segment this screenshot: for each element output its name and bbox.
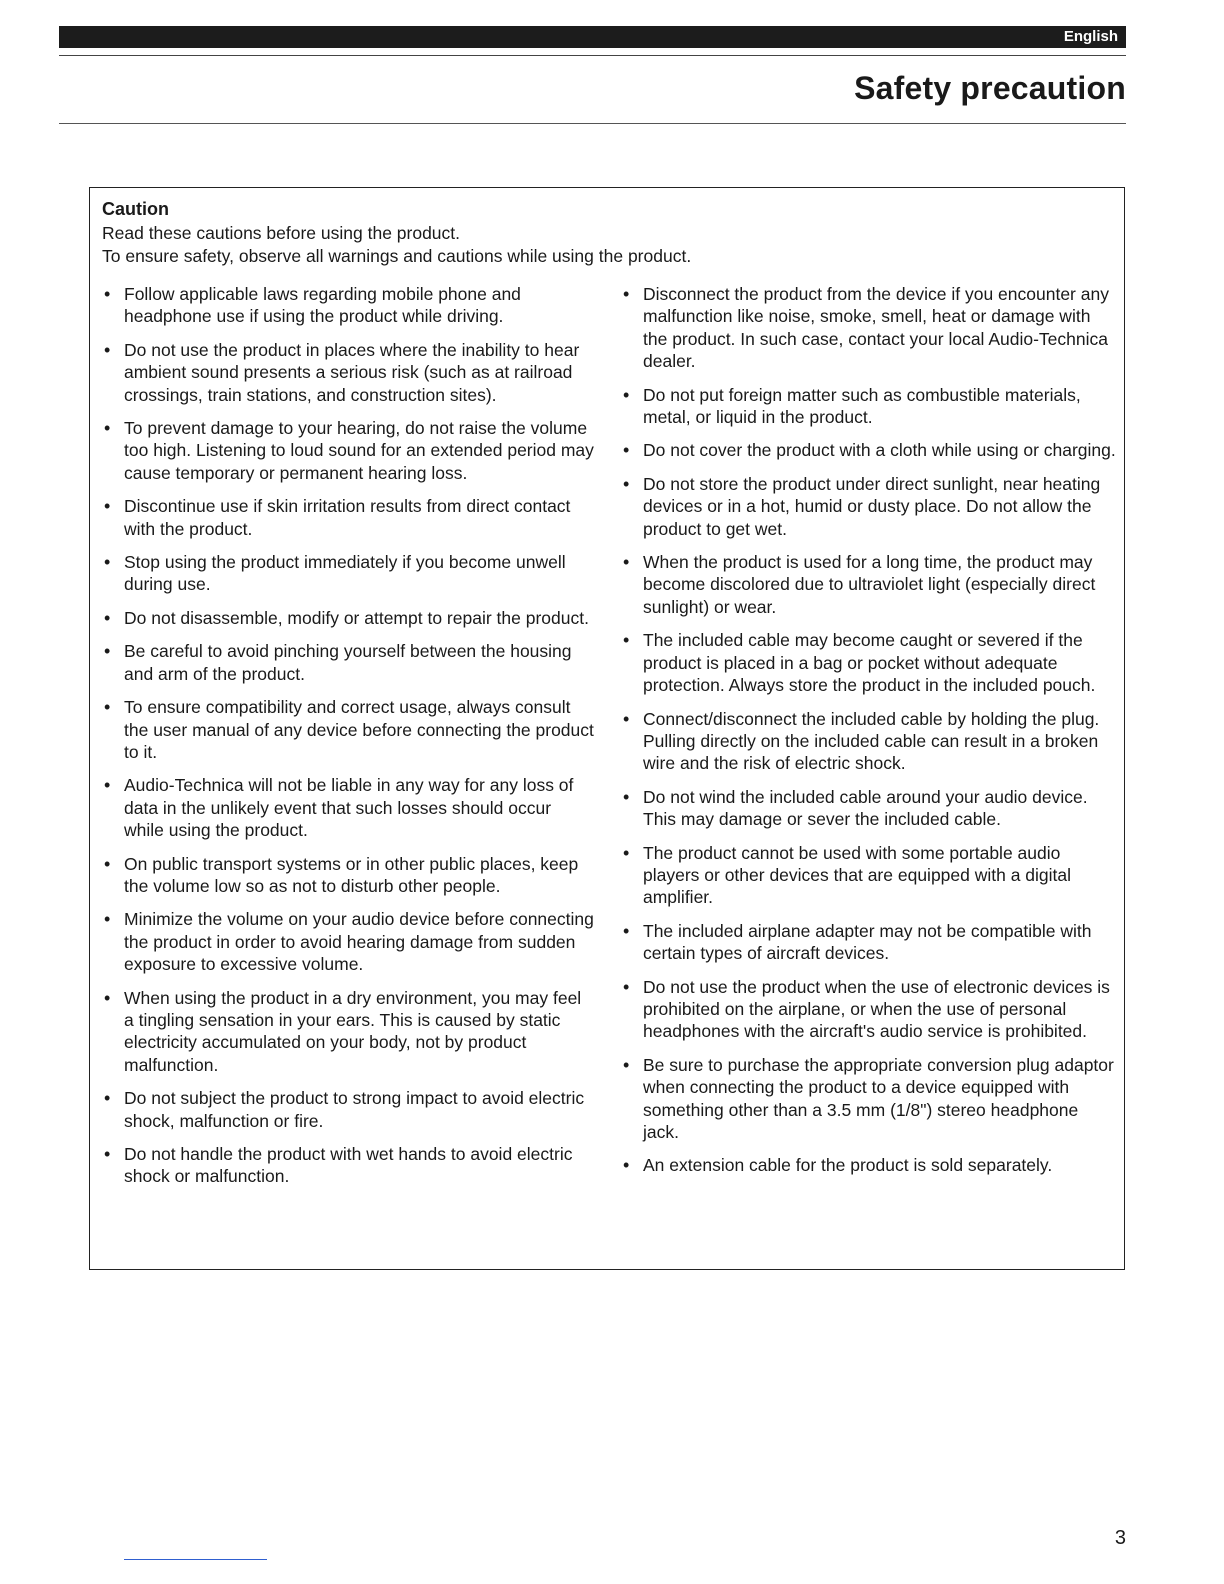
caution-list-left [102, 283, 594, 1199]
caution-box [89, 187, 1125, 1270]
caution-item: • Be sure to purchase the appropriate conversion plug adaptor when connecting the product to a device equipped with something other than a 3.5 mm (1/8") stereo headphone jack. [621, 1054, 1116, 1144]
caution-item: • Do not subject the product to strong impact to avoid electric shock, malfunction or fire. [102, 1087, 594, 1132]
caution-item: • Follow applicable laws regarding mobile phone and headphone use if using the product while driving. [102, 283, 594, 328]
caution-item: • Do not use the product when the use of electronic devices is prohibited on the airplane, or when the use of personal headphones with the aircraft's audio service is prohibited. [621, 976, 1116, 1043]
caution-item: • Minimize the volume on your audio device before connecting the product in order to avoid hearing damage from sudden exposure to excessive volume. [102, 908, 594, 975]
caution-item: • The product cannot be used with some portable audio players or other devices that are equipped with a digital amplifier. [621, 842, 1116, 909]
header-bar [59, 26, 1126, 48]
caution-item: • When using the product in a dry environment, you may feel a tingling sensation in your ears. This is caused by static electricity accumulated on your body, not by product malfunction. [102, 987, 594, 1077]
caution-item: • The included airplane adapter may not be compatible with certain types of aircraft devices. [621, 920, 1116, 965]
caution-item: • Do not cover the product with a cloth while using or charging. [621, 439, 1116, 461]
caution-intro [102, 222, 691, 268]
caution-heading: Caution [102, 199, 169, 219]
caution-item: • Be careful to avoid pinching yourself between the housing and arm of the product. [102, 640, 594, 685]
caution-item: • Do not put foreign matter such as combustible materials, metal, or liquid in the product. [621, 384, 1116, 429]
caution-item: • Do not disassemble, modify or attempt to repair the product. [102, 607, 594, 629]
caution-item: • Do not use the product in places where the inability to hear ambient sound presents a serious risk (such as at railroad crossings, train stations, and construction sites). [102, 339, 594, 406]
page-number: 3 [1114, 1527, 1126, 1549]
caution-item: • When the product is used for a long time, the product may become discolored due to ultraviolet light (especially direct sunlight) or wear. [621, 551, 1116, 618]
caution-item: • On public transport systems or in other public places, keep the volume low so as not to disturb other people. [102, 853, 594, 898]
header-divider [59, 55, 1126, 56]
caution-item: • Do not wind the included cable around your audio device. This may damage or sever the included cable. [621, 786, 1116, 831]
caution-item: • To ensure compatibility and correct usage, always consult the user manual of any device before connecting the product to it. [102, 696, 594, 763]
caution-item: • Disconnect the product from the device if you encounter any malfunction like noise, smoke, smell, heat or damage with the product. In such case, contact your local Audio-Technica dealer. [621, 283, 1116, 373]
caution-item: • An extension cable for the product is sold separately. [621, 1154, 1116, 1176]
caution-item: • Stop using the product immediately if you become unwell during use. [102, 551, 594, 596]
language-tab: English [1063, 28, 1118, 45]
caution-item: • To prevent damage to your hearing, do not raise the volume too high. Listening to loud sound for an extended period may cause temporary or permanent hearing loss. [102, 417, 594, 484]
caution-item: • Discontinue use if skin irritation results from direct contact with the product. [102, 495, 594, 540]
caution-item: • The included cable may become caught or severed if the product is placed in a bag or pocket without adequate protection. Always store the product in the included pouch. [621, 629, 1116, 696]
intro-line: Read these cautions before using the product. [102, 223, 461, 243]
caution-item: • Do not store the product under direct sunlight, near heating devices or in a hot, humid or dusty place. Do not allow the product to get wet. [621, 473, 1116, 540]
caution-list-right [621, 283, 1116, 1188]
title-divider [59, 123, 1126, 124]
footer-rule [124, 1559, 267, 1560]
page-title: Safety precaution [854, 70, 1126, 106]
caution-item: • Audio-Technica will not be liable in any way for any loss of data in the unlikely event that such losses should occur while using the product. [102, 774, 594, 841]
intro-line: To ensure safety, observe all warnings and cautions while using the product. [102, 246, 692, 266]
caution-item: • Do not handle the product with wet hands to avoid electric shock or malfunction. [102, 1143, 594, 1188]
caution-item: • Connect/disconnect the included cable by holding the plug. Pulling directly on the included cable can result in a broken wire and the risk of electric shock. [621, 708, 1116, 775]
